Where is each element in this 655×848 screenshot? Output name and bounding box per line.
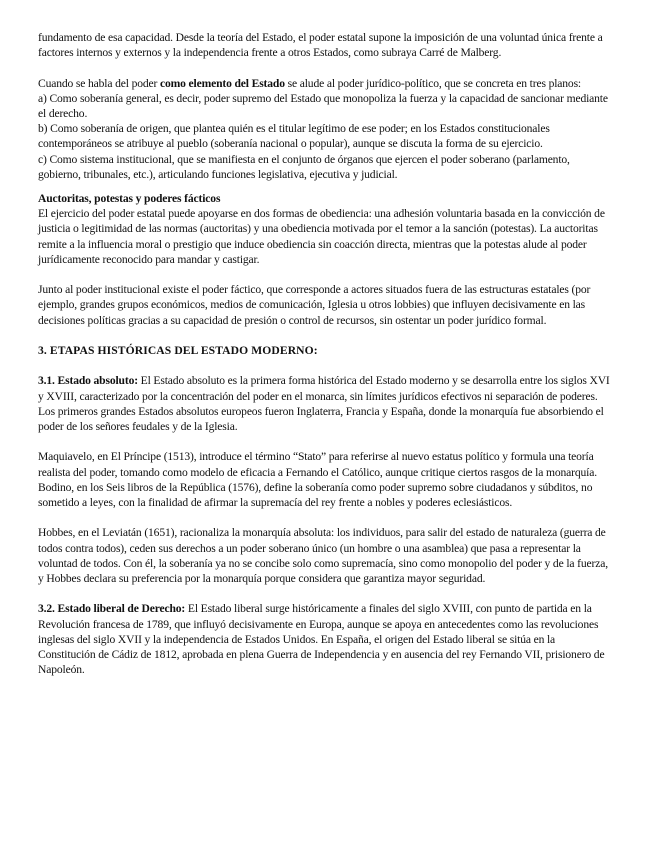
list-item-c: c) Como sistema institucional, que se manifiesta en el conjunto de órganos que ejercen el poder soberano (parlamento, gobierno, tribunales, etc.), articulando funciones legislativa, ejecutiva y judicial. (38, 152, 570, 181)
paragraph-hobbes: Hobbes, en el Leviatán (1651), racionaliza la monarquía absoluta: los individuos, para salir del estado de naturaleza (guerra de todos contra todos), ceden sus derechos a un poder soberano único (un hombre o una asamblea) que pasa a representar la voluntad de todos. Con él, la soberanía ya no se concibe solo como supremacía, sino como monopolio del poder y de la fuerza, y Hobbes declara su preferencia por la monarquía porque considera que garantiza mayor seguridad. (38, 526, 608, 586)
paragraph-poder-factico: Junto al poder institucional existe el poder fáctico, que corresponde a actores situados fuera de las estructuras estatales (por ejemplo, grandes grupos económicos, medios de comunicación, Iglesia u otros lobbies) que influyen decisivamente en las decisiones políticas gracias a su capacidad de presión o control de recursos, sin ostentar un poder jurídico formal. (38, 283, 591, 327)
bold-term: como elemento del Estado (159, 76, 285, 90)
paragraph-maquiavelo-bodino: Maquiavelo, en El Príncipe (1513), introduce el término “Stato” para referirse al nuevo estatus político y formula una teoría realista del poder, tomando como modelo de eficacia a Fernando el Católico, aunque critique ciertos rasgos de la monarquía. Bodino, en los Seis libros de la República (1576), define la soberanía como poder supremo sobre ciudadanos y súbditos, no sometido a leyes, con la finalidad de afirmar la supremacía del rey frente a nobles y poderes eclesiásticos. (38, 450, 597, 510)
paragraph-obediencia: El ejercicio del poder estatal puede apoyarse en dos formas de obediencia: una adhesión voluntaria basada en la convicción de justicia o legitimidad de las normas (auctoritas) y una obediencia motivada por el temor a la sanción (potestas). La auctoritas remite a la influencia moral o prestigio que induce obediencia sin coacción directa, mientras que la potestas alude al poder jurídicamente reconocido para mandar y castigar. (38, 207, 605, 266)
text-run: Cuando se habla del poder (38, 76, 160, 90)
paragraph-estado-liberal (38, 601, 615, 677)
paragraph-estado-absoluto (38, 373, 615, 434)
text-run: El Estado absoluto es la primera forma histórica del Estado moderno y se desarrolla entre los siglos XVI y XVIII, caracterizado por la concentración del poder en el monarca, sin límites jurídicos efectivos ni separación de poderes. Los primeros grandes Estados absolutos europeos fueron Inglaterra, Francia y España, donde la monarquía fue absorbiendo el poder de los señores feudales y de la Iglesia. (38, 374, 610, 434)
paragraph-poder-fundamento: fundamento de esa capacidad. Desde la teoría del Estado, el poder estatal supone la imposición de una voluntad única frente a factores internos y externos y la independencia frente a otros Estados, como subraya Carré de Malberg. (38, 31, 603, 60)
text-run: se alude al poder jurídico-político, que se concreta en tres planos: (284, 76, 582, 90)
document-page (38, 30, 615, 677)
section-label-3-1: 3.1. Estado absoluto: (38, 374, 138, 388)
subheading-auctoritas (38, 191, 615, 206)
list-item-a: a) Como soberanía general, es decir, poder supremo del Estado que monopoliza la fuerza y la capacidad de sancionar mediante el derecho. (38, 91, 608, 120)
section-heading-etapas: 3. ETAPAS HISTÓRICAS DEL ESTADO MODERNO: (38, 344, 318, 358)
section-label-3-2: 3.2. Estado liberal de Derecho: (38, 602, 186, 616)
subheading-text: Auctoritas, potestas y poderes fácticos (38, 192, 221, 206)
list-item-b: b) Como soberanía de origen, que plantea quién es el titular legítimo de ese poder; en los Estados constitucionales contemporáneos se atribuye al pueblo (soberanía nacional o popular), aunque se discuta la forma de su ejercicio. (38, 122, 550, 151)
text-run: El Estado liberal surge históricamente a finales del siglo XVIII, con punto de partida en la Revolución francesa de 1789, que influyó decisivamente en Europa, aunque se apoya en antecedentes como las revoluciones inglesas del siglo XVII y la independencia de Estados Unidos. En España, el origen del Estado liberal se sitúa en la Constitución de Cádiz de 1812, aprobada en plena Guerra de Independencia y en ausencia del rey Fernando VII, prisionero de Napoleón. (38, 602, 605, 677)
paragraph-poder-elemento (38, 76, 615, 91)
